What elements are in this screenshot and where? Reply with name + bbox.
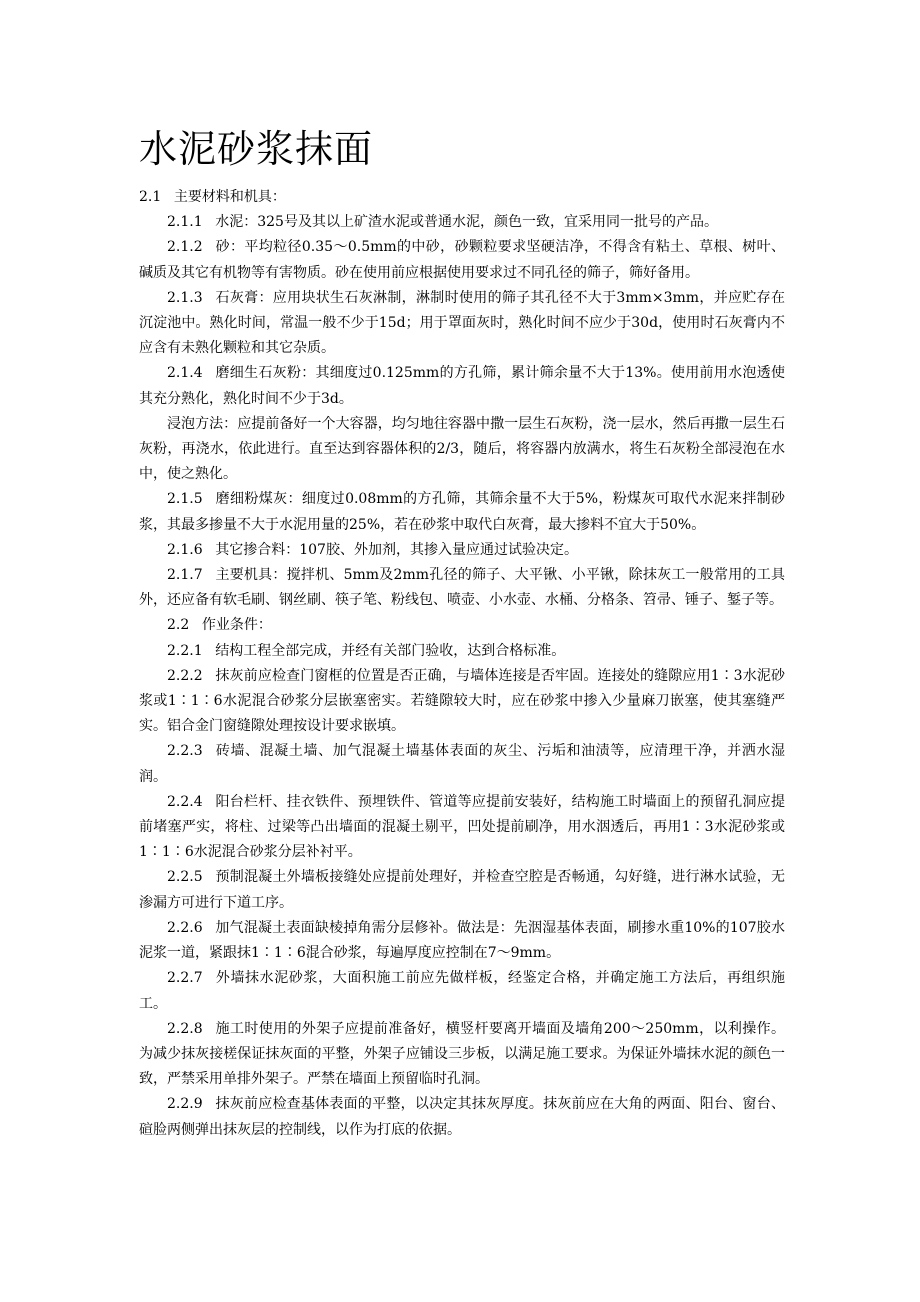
paragraph	[139, 286, 785, 362]
paragraph-text: 石灰膏：应用块状生石灰淋制，淋制时使用的筛子其孔径不大于3mm×3mm，并应贮存在沉淀池中。熟化时间，常温一般不少于15d；用于罩面灰时，熟化时间不应少于30d，使用时石灰膏内不应含有未熟化颗粒和其它杂质。	[139, 289, 785, 357]
paragraph	[139, 563, 785, 613]
section-number: 2.1.2	[167, 239, 203, 256]
paragraph-text: 浸泡方法：应提前备好一个大容器，均匀地往容器中撒一层生石灰粉，浇一层水，然后再撒一层生石灰粉，再浇水，依此进行。直至达到容器体积的2/3，随后，将容器内放满水，将生石灰粉全部浸泡在水中，使之熟化。	[139, 415, 785, 483]
section-number: 2.1.1	[167, 214, 203, 231]
paragraph	[139, 538, 785, 563]
paragraph-text: 预制混凝土外墙板接缝处应提前处理好，并检查空腔是否畅通，勾好缝，进行淋水试验，无渗漏方可进行下道工序。	[139, 869, 785, 911]
paragraph-text: 抹灰前应检查门窗框的位置是否正确，与墙体连接是否牢固。连接处的缝隙应用1∶3水泥砂浆或1∶1∶6水泥混合砂浆分层嵌塞密实。若缝隙较大时，应在砂浆中掺入少量麻刀嵌塞，使其塞缝严实。铝合金门窗缝隙处理按设计要求嵌填。	[139, 667, 785, 735]
section-number: 2.2.2	[167, 667, 203, 684]
section-number: 2.2.1	[167, 642, 203, 659]
section-number: 2.1.6	[167, 541, 203, 558]
paragraph	[139, 613, 785, 638]
paragraph-text: 作业条件：	[201, 617, 272, 634]
section-number: 2.2.3	[167, 743, 203, 760]
paragraph	[139, 739, 785, 789]
section-number: 2.2.5	[167, 869, 203, 886]
section-number: 2.2	[167, 617, 190, 634]
paragraph	[139, 916, 785, 966]
paragraph	[139, 235, 785, 285]
paragraph-text: 阳台栏杆、挂衣铁件、预埋铁件、管道等应提前安装好，结构施工时墙面上的预留孔洞应提前堵塞严实，将柱、过梁等凸出墙面的混凝土剔平，凹处提前刷净，用水洇透后，再用1∶3水泥砂浆或1∶1∶6水泥混合砂浆分层补衬平。	[139, 793, 785, 861]
section-number: 2.1.3	[167, 289, 203, 306]
paragraph-text: 其它掺合料：107胶、外加剂，其掺入量应通过试验决定。	[215, 541, 578, 558]
section-number: 2.2.9	[167, 1096, 203, 1113]
paragraph-text: 砖墙、混凝土墙、加气混凝土墙基体表面的灰尘、污垢和油渍等，应清理干净，并洒水湿润。	[139, 743, 785, 785]
paragraph-text: 主要机具：搅拌机、5mm及2mm孔径的筛子、大平锹、小平锹，除抹灰工一般常用的工具外，还应备有软毛刷、钢丝刷、筷子笔、粉线包、喷壶、小水壶、水桶、分格条、笤帚、锤子、錾子等。	[139, 567, 785, 609]
paragraph	[139, 487, 785, 537]
paragraph	[139, 1017, 785, 1093]
paragraph-text: 水泥：325号及其以上矿渣水泥或普通水泥，颜色一致，宜采用同一批号的产品。	[215, 214, 718, 231]
section-number: 2.2.8	[167, 1020, 203, 1037]
paragraph	[139, 361, 785, 411]
paragraph-text: 抹灰前应检查基体表面的平整，以决定其抹灰厚度。抹灰前应在大角的两面、阳台、窗台、碹脸两侧弹出抹灰层的控制线，以作为打底的依据。	[139, 1096, 785, 1138]
paragraph	[139, 790, 785, 866]
paragraph	[139, 865, 785, 915]
section-number: 2.1	[139, 189, 162, 205]
section-number: 2.2.4	[167, 793, 203, 810]
paragraph	[139, 185, 785, 210]
paragraph-text: 磨细生石灰粉：其细度过0.125mm的方孔筛，累计筛余量不大于13%。使用前用水泡透使其充分熟化，熟化时间不少于3d。	[139, 365, 785, 407]
paragraph-text: 砂：平均粒径0.35～0.5mm的中砂，砂颗粒要求坚硬洁净，不得含有粘土、草根、树叶、碱质及其它有机物等有害物质。砂在使用前应根据使用要求过不同孔径的筛子，筛好备用。	[139, 239, 785, 281]
section-number: 2.1.7	[167, 567, 203, 584]
paragraph-text: 施工时使用的外架子应提前准备好，横竖杆要离开墙面及墙角200～250mm，以利操作。为减少抹灰接槎保证抹灰面的平整，外架子应铺设三步板，以满足施工要求。为保证外墙抹水泥的颜色一致，严禁采用单排外架子。严禁在墙面上预留临时孔洞。	[139, 1020, 785, 1088]
section-number: 2.1.5	[167, 491, 203, 508]
paragraph-text: 外墙抹水泥砂浆，大面积施工前应先做样板，经鉴定合格，并确定施工方法后，再组织施工。	[139, 970, 785, 1012]
paragraph	[139, 639, 785, 664]
section-number: 2.2.7	[167, 970, 203, 987]
paragraph	[139, 210, 785, 235]
paragraph	[139, 966, 785, 1016]
document-title: 水泥砂浆抹面	[139, 127, 374, 171]
section-number: 2.1.4	[167, 365, 203, 382]
paragraph	[139, 664, 785, 740]
paragraph-text: 结构工程全部完成，并经有关部门验收，达到合格标准。	[215, 642, 566, 659]
paragraph-text: 主要材料和机具：	[173, 189, 286, 205]
paragraph	[139, 412, 785, 488]
document-body	[139, 185, 785, 1143]
section-number: 2.2.6	[167, 919, 203, 936]
paragraph-text: 磨细粉煤灰：细度过0.08mm的方孔筛，其筛余量不大于5%，粉煤灰可取代水泥来拌制砂浆，其最多掺量不大于水泥用量的25%，若在砂浆中取代白灰膏，最大掺料不宜大于50%。	[139, 491, 785, 533]
paragraph	[139, 1092, 785, 1142]
paragraph-text: 加气混凝土表面缺棱掉角需分层修补。做法是：先洇湿基体表面，刷掺水重10%的107胶水泥浆一道，紧跟抹1∶1∶6混合砂浆，每遍厚度应控制在7～9mm。	[139, 919, 785, 962]
